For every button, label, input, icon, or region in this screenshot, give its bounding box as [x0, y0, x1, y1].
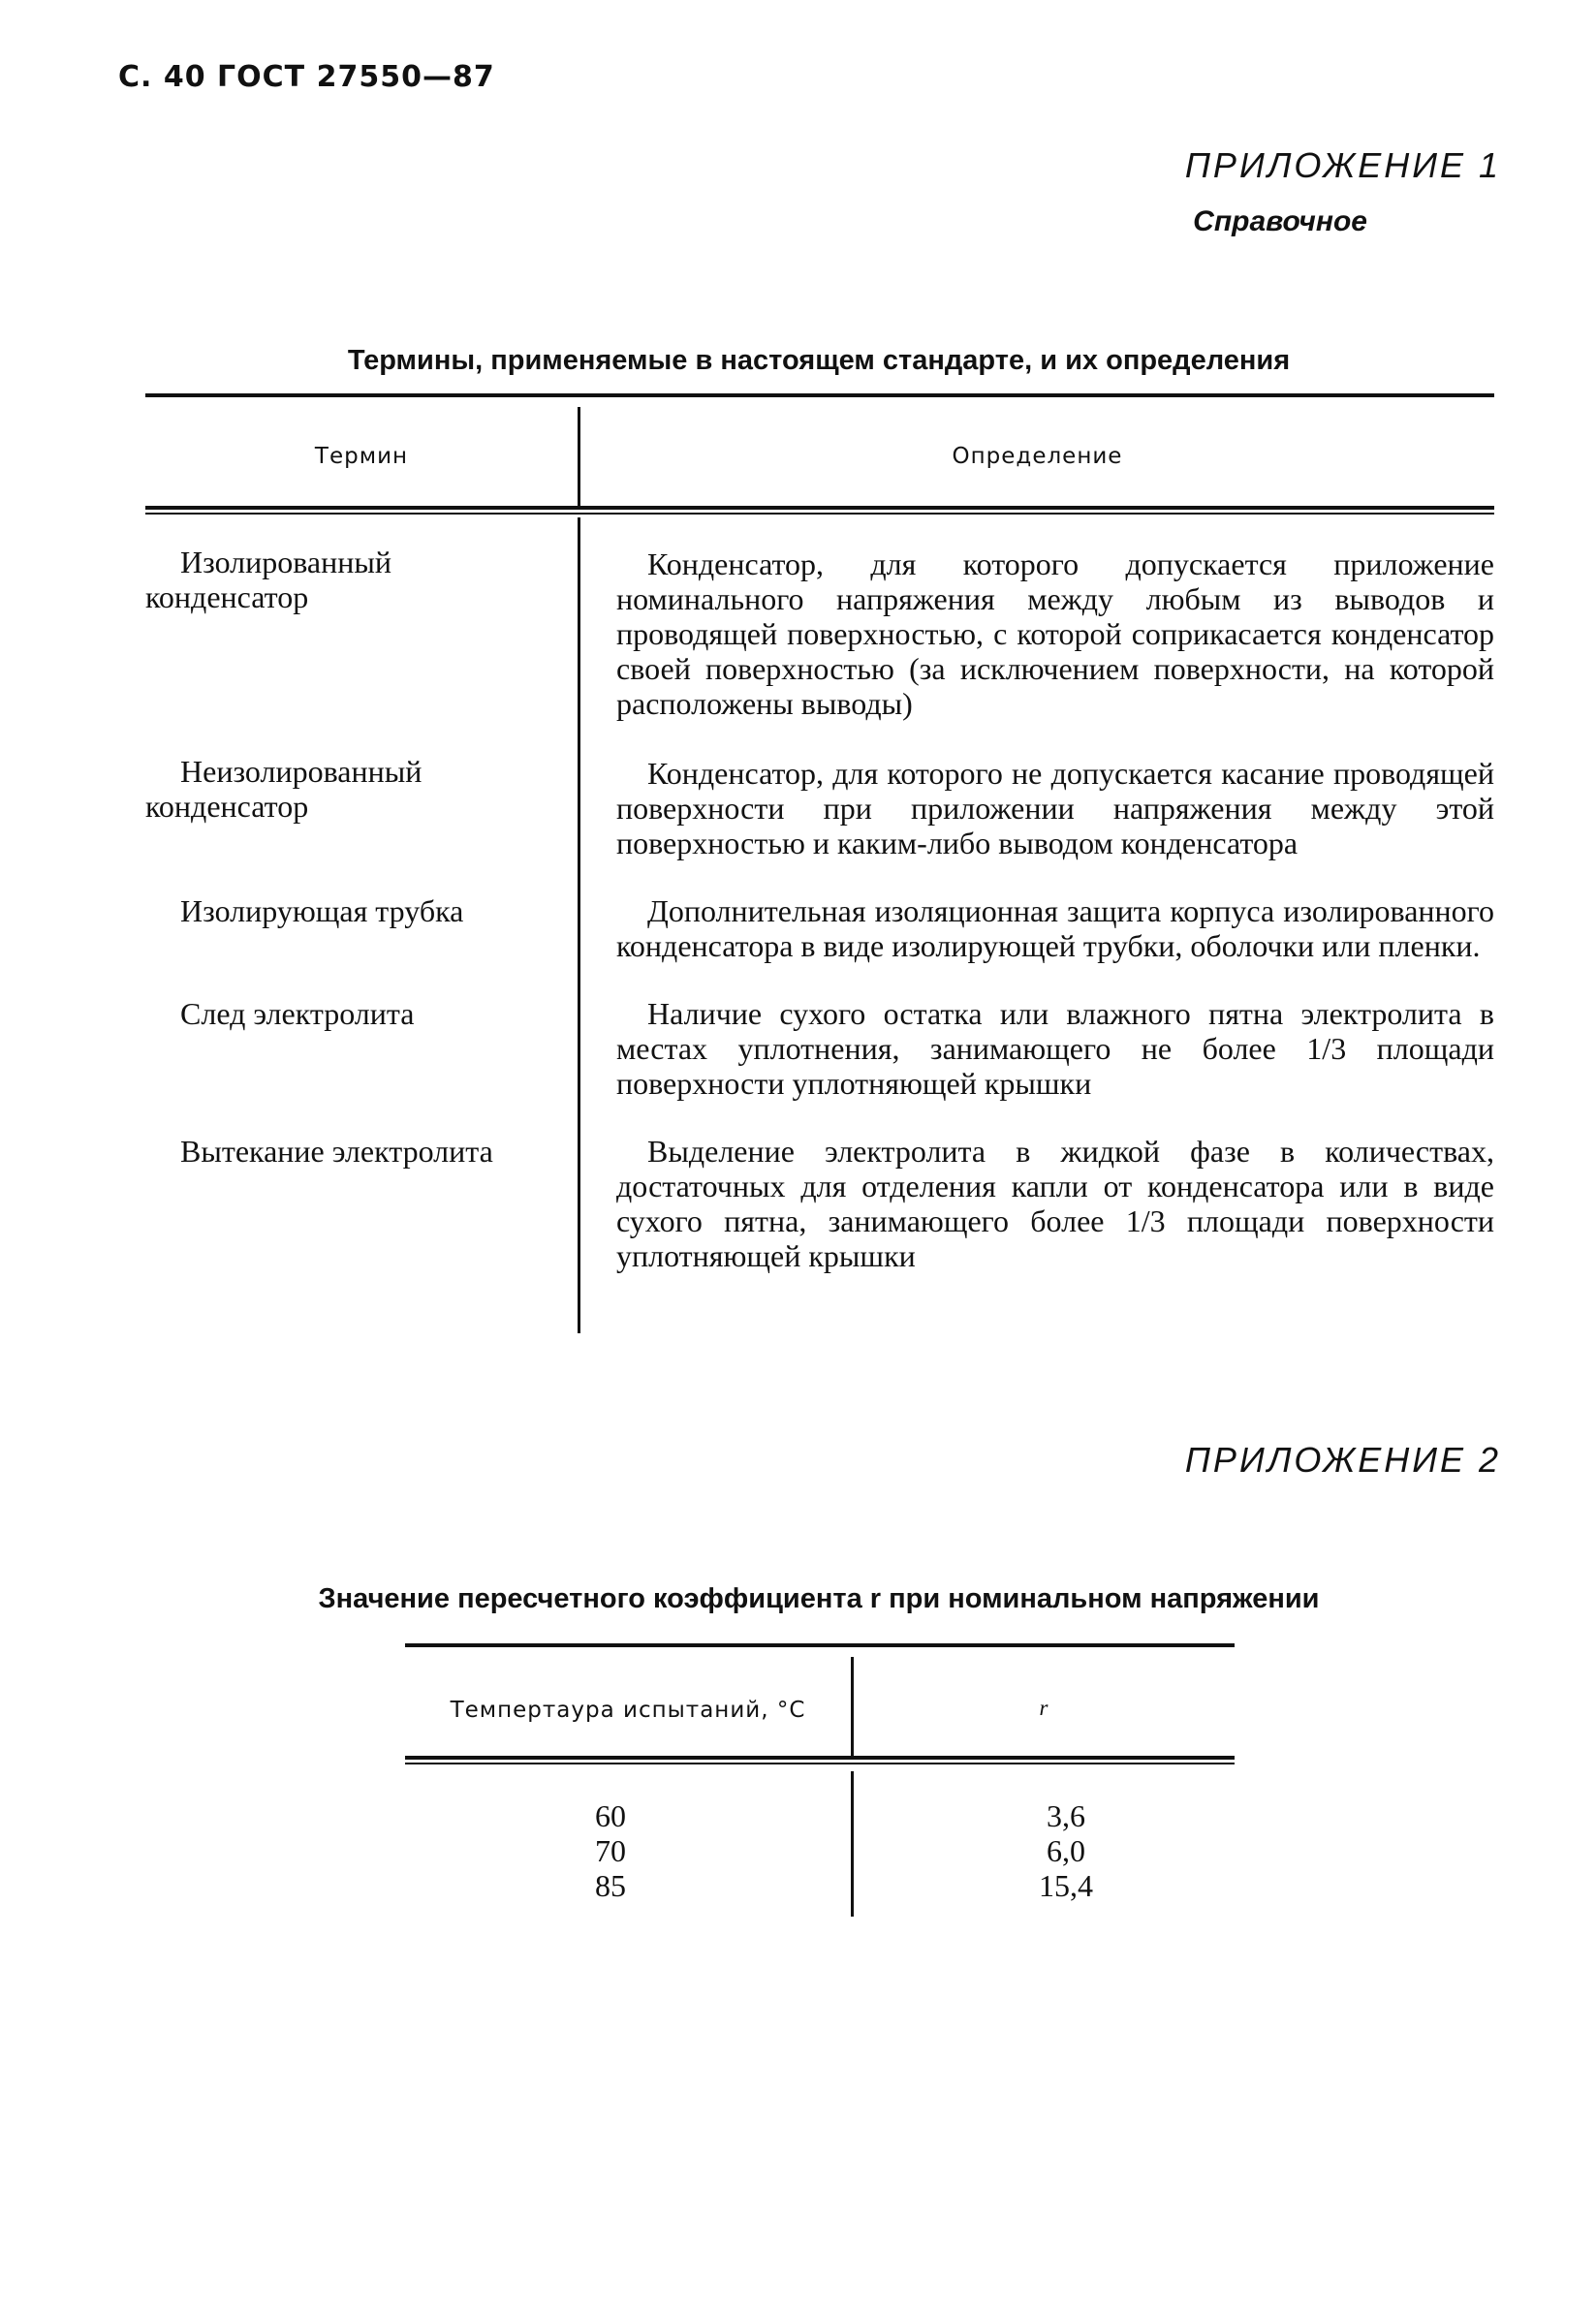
coefficient-table-title: Значение пересчетного коэффициента r при номинальном напряжении — [318, 1583, 1320, 1614]
r-value: 6,0 — [1047, 1833, 1085, 1868]
definition-text: Конденсатор, для которого допускается приложение номинального напряжения между любым из выводов и проводящей поверхностью, с которой соприкасается конденсатор своей поверхностью (за исключением поверхности, на которой расположены выводы) — [616, 546, 1494, 721]
r-value: 15,4 — [1039, 1868, 1093, 1903]
definition-text: Дополнительная изоляционная защита корпуса изолированного конденсатора в виде изолирующей трубки, оболочки или пленки. — [616, 893, 1494, 963]
table2-header-rule-1 — [405, 1756, 1235, 1760]
term-text: Изолирующая трубка — [180, 893, 464, 928]
header-rule-1 — [145, 506, 1494, 510]
table-row-term — [145, 1134, 543, 1169]
term-text: След электролита — [180, 996, 415, 1031]
table-row-definition — [616, 893, 1494, 963]
appendix-1-subtitle: Справочное — [1193, 205, 1367, 237]
temperature-value: 70 — [595, 1833, 626, 1868]
table-row-term — [145, 893, 543, 928]
table-row-term — [145, 996, 543, 1031]
temperature-value: 85 — [595, 1868, 626, 1903]
definition-text: Конденсатор, для которого не допускается касание проводящей поверхности при приложении напряжения между этой поверхностью и каким-либо выводом конденсатора — [616, 756, 1494, 860]
term-text: Изолированный конденсатор — [145, 545, 391, 614]
table-row-definition — [616, 996, 1494, 1101]
appendix-2-title: ПРИЛОЖЕНИЕ 2 — [1184, 1440, 1501, 1480]
appendix-1-title: ПРИЛОЖЕНИЕ 1 — [1184, 145, 1501, 185]
table-row-definition — [616, 546, 1494, 721]
temperature-value: 60 — [595, 1798, 626, 1833]
column-header-r: r — [1039, 1696, 1049, 1720]
r-value: 3,6 — [1047, 1798, 1085, 1833]
column-header-term: Термин — [314, 444, 409, 469]
table-row-definition — [616, 1134, 1494, 1273]
column-header-definition: Определение — [952, 444, 1123, 469]
table-row-term — [145, 754, 543, 824]
table-row-definition — [616, 756, 1494, 860]
column-header-temperature: Темпертаура испытаний, °С — [450, 1698, 806, 1723]
table2-top-rule — [405, 1643, 1235, 1647]
term-text: Вытекание электролита — [180, 1134, 493, 1169]
table2-body-divider — [851, 1771, 854, 1917]
definition-text: Выделение электролита в жидкой фазе в количествах, достаточных для отделения капли от конденсатора или в виде сухого пятна, занимающего более 1/3 площади поверхности уплотняющей крышки — [616, 1134, 1494, 1273]
terms-table-title: Термины, применяемые в настоящем стандарте, и их определения — [347, 345, 1291, 376]
body-column-divider — [578, 517, 580, 1333]
page-header: С. 40 ГОСТ 27550—87 — [118, 60, 495, 94]
table-row-term — [145, 545, 543, 614]
header-rule-2 — [145, 513, 1494, 515]
term-text: Неизолированный конденсатор — [145, 754, 422, 824]
table2-header-rule-2 — [405, 1763, 1235, 1764]
table-top-rule — [145, 393, 1494, 397]
definition-text: Наличие сухого остатка или влажного пятна электролита в местах уплотнения, занимающего не более 1/3 площади поверхности уплотняющей крышки — [616, 996, 1494, 1101]
